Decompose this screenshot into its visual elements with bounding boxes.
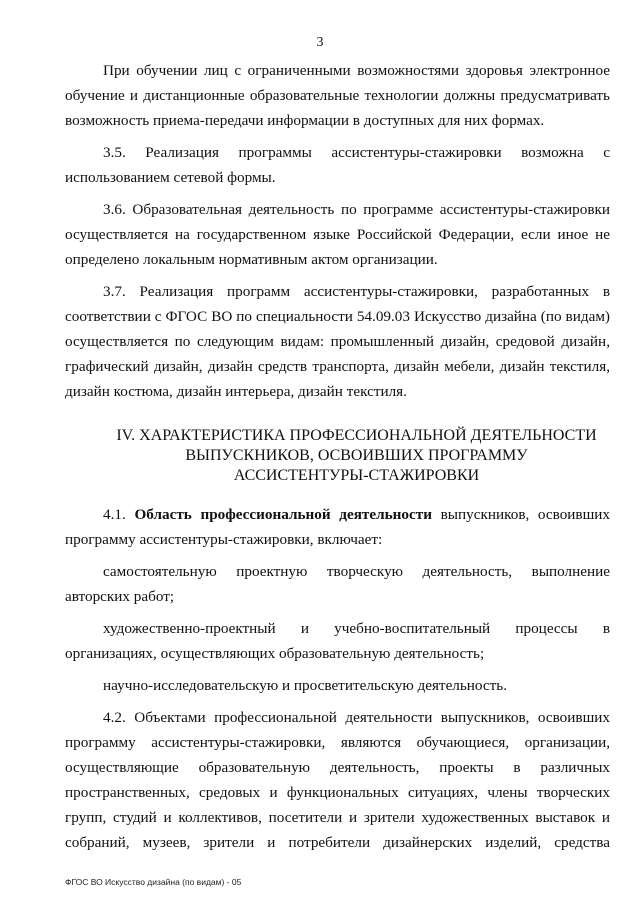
section-heading-line-3: АССИСТЕНТУРЫ-СТАЖИРОВКИ [233,467,480,484]
paragraph-4-1-number: 4.1. [103,506,126,523]
list-item: научно-исследовательскую и просветительскую деятельность. [103,677,508,694]
page-footer: ФГОС ВО Искусство дизайна (по видам) - 05 [65,877,242,887]
paragraph-4-1-text: выпускников, освоивших программу ассистентуры-стажировки, включает: [65,506,611,548]
paragraph-4-1 [65,502,610,552]
list-item: самостоятельную проектную творческую деятельность, выполнение авторских работ; [65,563,610,605]
section-heading-iv [65,426,610,486]
section-heading-line-2: ВЫПУСКНИКОВ, ОСВОИВШИХ ПРОГРАММУ [185,447,528,464]
paragraph-3-6: 3.6. Образовательная деятельность по программе ассистентуры-стажировки осуществляется на государственном языке Российской Федерации, если иное не определено локальным нормативным актом организации. [65,201,610,268]
page-body [65,58,610,862]
list-item: художественно-проектный и учебно-воспитательный процессы в организациях, осуществляющих образовательную деятельность; [65,620,610,662]
section-heading-line-1: IV. ХАРАКТЕРИСТИКА ПРОФЕССИОНАЛЬНОЙ ДЕЯТЕЛЬНОСТИ [116,427,597,444]
paragraph-4-1-bold-term: Область профессиональной деятельности [134,506,432,523]
paragraph-distance-learning: При обучении лиц с ограниченными возможностями здоровья электронное обучение и дистанционные образовательные технологии должны предусматривать возможность приема-передачи информации в доступных для них формах. [65,62,610,129]
paragraph-3-7: 3.7. Реализация программ ассистентуры-стажировки, разработанных в соответствии с ФГОС ВО по специальности 54.09.03 Искусство дизайна (по видам) осуществляется по следующим видам: промышленный дизайн, средовой дизайн, графический дизайн, дизайн средств транспорта, дизайн мебели, дизайн текстиля, дизайн костюма, дизайн интерьера, дизайн текстиля. [65,283,610,400]
page-number: 3 [316,35,324,50]
paragraph-4-2: 4.2. Объектами профессиональной деятельности выпускников, освоивших программу ассистентуры-стажировки, являются обучающиеся, организации, осуществляющие образовательную деятельность, проекты в различных пространственных, средовых и функциональных ситуациях, члены творческих групп, студий и коллективов, посетители и зрители художественных выставок и собраний, музеев, зрители и потребители дизайнерских изделий, средства [65,709,610,851]
paragraph-3-5: 3.5. Реализация программы ассистентуры-стажировки возможна с использованием сетевой формы. [65,144,610,186]
